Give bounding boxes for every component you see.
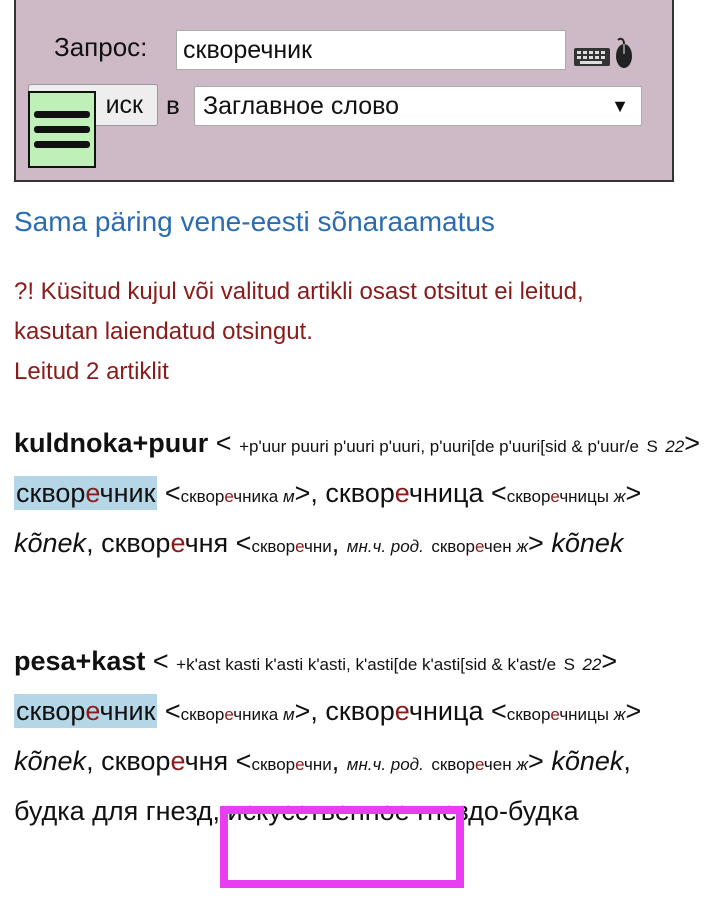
found-count: Leitud 2 artiklit xyxy=(14,358,169,385)
entry-forms: +k'ast kasti k'asti k'asti, k'asti[de k'asti[sid & k'ast/e xyxy=(176,655,557,674)
entry-pos: S xyxy=(646,437,658,456)
search-button[interactable]: иск xyxy=(28,84,158,126)
dropdown-arrow-icon: ▼ xyxy=(611,95,629,116)
search-field-value: Заглавное слово xyxy=(203,91,400,120)
translation-highlight: скворечник xyxy=(16,478,156,508)
entry-extra-a: будка для гнезд xyxy=(14,796,213,826)
entry-type: 22 xyxy=(582,655,602,674)
usage-label: kõnek xyxy=(14,746,87,776)
not-found-line1: ?! Küsitud kujul või valitud artikli osast otsitut ei leitud, xyxy=(14,278,584,305)
entry-forms: +p'uur puuri p'uuri p'uuri, p'uuri[de p'uuri[sid & p'uur/e xyxy=(239,437,639,456)
not-found-line2: kasutan laiendatud otsingut. xyxy=(14,318,313,345)
entry-extra-b: искусственное гнездо-будка xyxy=(227,796,579,826)
translation-highlight: скворечник xyxy=(16,696,156,726)
usage-label: kõnek xyxy=(14,528,87,558)
search-in-label: в xyxy=(166,90,180,120)
search-message xyxy=(14,272,704,392)
search-panel xyxy=(14,0,674,182)
usage-label: kõnek xyxy=(551,528,624,558)
usage-label: kõnek xyxy=(551,746,624,776)
entry-type: 22 xyxy=(665,437,685,456)
same-query-link[interactable]: Sama päring vene-eesti sõnaraamatus xyxy=(14,206,495,237)
entry-headword: kuldnoka+puur xyxy=(14,428,209,458)
virtual-keyboard-icon[interactable] xyxy=(572,36,636,70)
dictionary-entry: kuldnoka+puur < +p'uur puuri p'uuri p'uuri, p'uuri[de p'uuri[sid & p'uur/e S 22> скворечник <скворечника м>, скворечница <скворечницы ж> kõnek, скворечня <скворечни, мн.ч. род. скворечен ж> kõnek xyxy=(14,428,700,558)
entry-headword: pesa+kast xyxy=(14,646,146,676)
query-label: Запрос: xyxy=(54,32,148,62)
hamburger-menu-icon[interactable] xyxy=(28,91,96,168)
query-input[interactable] xyxy=(176,30,566,70)
annotation-highlight-box xyxy=(220,806,464,888)
entry-pos: S xyxy=(563,655,575,674)
search-field-select[interactable] xyxy=(194,86,642,126)
dictionary-entry: pesa+kast < +k'ast kasti k'asti k'asti, k'asti[de k'asti[sid & k'ast/e S 22> скворечник <скворечника м>, скворечница <скворечницы ж> kõnek, скворечня <скворечни, мн.ч. род. скворечен ж> kõnek, будка для гнезд, искусственное гнездо-будка xyxy=(14,646,642,826)
